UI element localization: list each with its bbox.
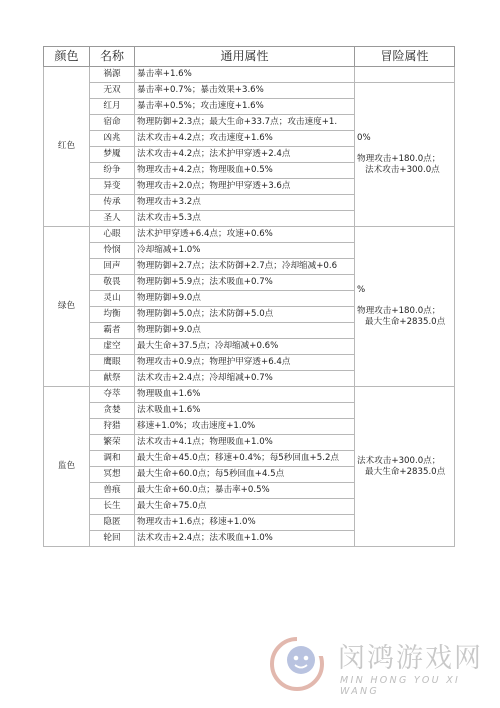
attributes-table [43, 46, 455, 547]
header-name: 名称 [90, 47, 135, 67]
watermark-title: 闵鸿游戏网 [338, 643, 483, 674]
rune-name: 纷争 [90, 163, 135, 179]
rune-name: 心眼 [90, 227, 135, 243]
adventure-attribute-line: % [357, 285, 366, 295]
watermark-logo-face [287, 646, 315, 674]
common-attribute: 物理攻击+4.2点；物理吸血+0.5% [135, 163, 355, 179]
color-group-label: 监色 [44, 387, 90, 547]
header-common-attributes: 通用属性 [135, 47, 355, 67]
rune-name: 鹰眼 [90, 355, 135, 371]
common-attribute: 法术吸血+1.6% [135, 403, 355, 419]
rune-name: 宿命 [90, 115, 135, 131]
table-row [44, 83, 455, 99]
rune-name: 贪婪 [90, 403, 135, 419]
watermark-subtitle: MIN HONG YOU XI WANG [340, 675, 461, 697]
common-attribute: 物理防御+2.7点；法术防御+2.7点；冷却缩减+0.6 [135, 259, 355, 275]
rune-name: 长生 [90, 499, 135, 515]
color-group-label: 红色 [44, 67, 90, 227]
rune-name: 怜悯 [90, 243, 135, 259]
common-attribute: 最大生命+75.0点 [135, 499, 355, 515]
common-attribute: 移速+1.0%；攻击速度+1.0% [135, 419, 355, 435]
common-attribute: 最大生命+37.5点；冷却缩减+0.6% [135, 339, 355, 355]
common-attribute: 最大生命+60.0点；每5秒回血+4.5点 [135, 467, 355, 483]
watermark-logo-eye-right [304, 656, 309, 661]
adventure-attribute-line: 最大生命+2835.0点 [365, 317, 446, 327]
common-attribute: 物理攻击+3.2点 [135, 195, 355, 211]
adventure-attribute [355, 387, 455, 547]
common-attribute: 法术攻击+4.2点；攻击速度+1.6% [135, 131, 355, 147]
common-attribute: 法术攻击+2.4点；冷却缩减+0.7% [135, 371, 355, 387]
rune-name: 异变 [90, 179, 135, 195]
rune-name: 调和 [90, 451, 135, 467]
common-attribute: 物理攻击+0.9点；物理护甲穿透+6.4点 [135, 355, 355, 371]
common-attribute: 物理防御+2.3点；最大生命+33.7点；攻击速度+1. [135, 115, 355, 131]
rune-name: 献祭 [90, 371, 135, 387]
rune-name: 兽痕 [90, 483, 135, 499]
rune-name: 繁荣 [90, 435, 135, 451]
common-attribute: 法术攻击+2.4点；法术吸血+1.0% [135, 531, 355, 547]
adventure-attribute-line: 法术攻击+300.0点 [365, 165, 440, 175]
common-attribute: 物理吸血+1.6% [135, 387, 355, 403]
rune-name: 圣人 [90, 211, 135, 227]
rune-name: 无双 [90, 83, 135, 99]
common-attribute: 最大生命+45.0点；移速+0.4%；每5秒回血+5.2点 [135, 451, 355, 467]
table-row [44, 67, 455, 83]
common-attribute: 法术攻击+4.1点；物理吸血+1.0% [135, 435, 355, 451]
rune-name: 传承 [90, 195, 135, 211]
rune-name: 敬畏 [90, 275, 135, 291]
common-attribute: 暴击率+0.5%；攻击速度+1.6% [135, 99, 355, 115]
rune-name: 凶兆 [90, 131, 135, 147]
rune-name: 狩猎 [90, 419, 135, 435]
table-row [44, 387, 455, 403]
common-attribute: 物理防御+9.0点 [135, 323, 355, 339]
common-attribute: 法术护甲穿透+6.4点；攻速+0.6% [135, 227, 355, 243]
rune-name: 隐匿 [90, 515, 135, 531]
rune-name: 回声 [90, 259, 135, 275]
adventure-attribute [355, 227, 455, 387]
adventure-attribute-empty [355, 67, 455, 83]
common-attribute: 暴击率+1.6% [135, 67, 355, 83]
common-attribute: 暴击率+0.7%；暴击效果+3.6% [135, 83, 355, 99]
table-header [44, 47, 455, 67]
table-row [44, 227, 455, 243]
color-group-label: 绿色 [44, 227, 90, 387]
common-attribute: 冷却缩减+1.0% [135, 243, 355, 259]
adventure-attribute-line: 最大生命+2835.0点 [365, 466, 446, 477]
common-attribute: 物理防御+5.9点；法术吸血+0.7% [135, 275, 355, 291]
site-watermark [265, 630, 500, 700]
watermark-logo-icon [267, 630, 327, 698]
header-color: 颜色 [44, 47, 90, 67]
rune-name: 轮回 [90, 531, 135, 547]
rune-name: 均衡 [90, 307, 135, 323]
common-attribute: 法术攻击+5.3点 [135, 211, 355, 227]
header-adventure-attributes: 冒险属性 [355, 47, 455, 67]
common-attribute: 物理防御+9.0点 [135, 291, 355, 307]
adventure-attribute [355, 83, 455, 227]
adventure-attribute-line: 0% [357, 133, 371, 143]
common-attribute: 最大生命+60.0点；暴击率+0.5% [135, 483, 355, 499]
rune-name: 冥想 [90, 467, 135, 483]
rune-name: 虚空 [90, 339, 135, 355]
adventure-attribute-line: 物理攻击+180.0点； [357, 306, 441, 316]
rune-name: 梦魇 [90, 147, 135, 163]
rune-name: 霸者 [90, 323, 135, 339]
rune-name: 灵山 [90, 291, 135, 307]
rune-name: 夺萃 [90, 387, 135, 403]
rune-name: 红月 [90, 99, 135, 115]
common-attribute: 物理防御+5.0点；法术防御+5.0点 [135, 307, 355, 323]
common-attribute: 法术攻击+4.2点；法术护甲穿透+2.4点 [135, 147, 355, 163]
header-row [44, 47, 455, 67]
watermark-logo-eye-left [294, 656, 299, 661]
common-attribute: 物理攻击+2.0点；物理护甲穿透+3.6点 [135, 179, 355, 195]
common-attribute: 物理攻击+1.6点；移速+1.0% [135, 515, 355, 531]
rune-name: 祸源 [90, 67, 135, 83]
adventure-attribute-line: 法术攻击+300.0点； [357, 455, 441, 466]
table-body [44, 67, 455, 547]
adventure-attribute-line: 物理攻击+180.0点； [357, 154, 441, 164]
